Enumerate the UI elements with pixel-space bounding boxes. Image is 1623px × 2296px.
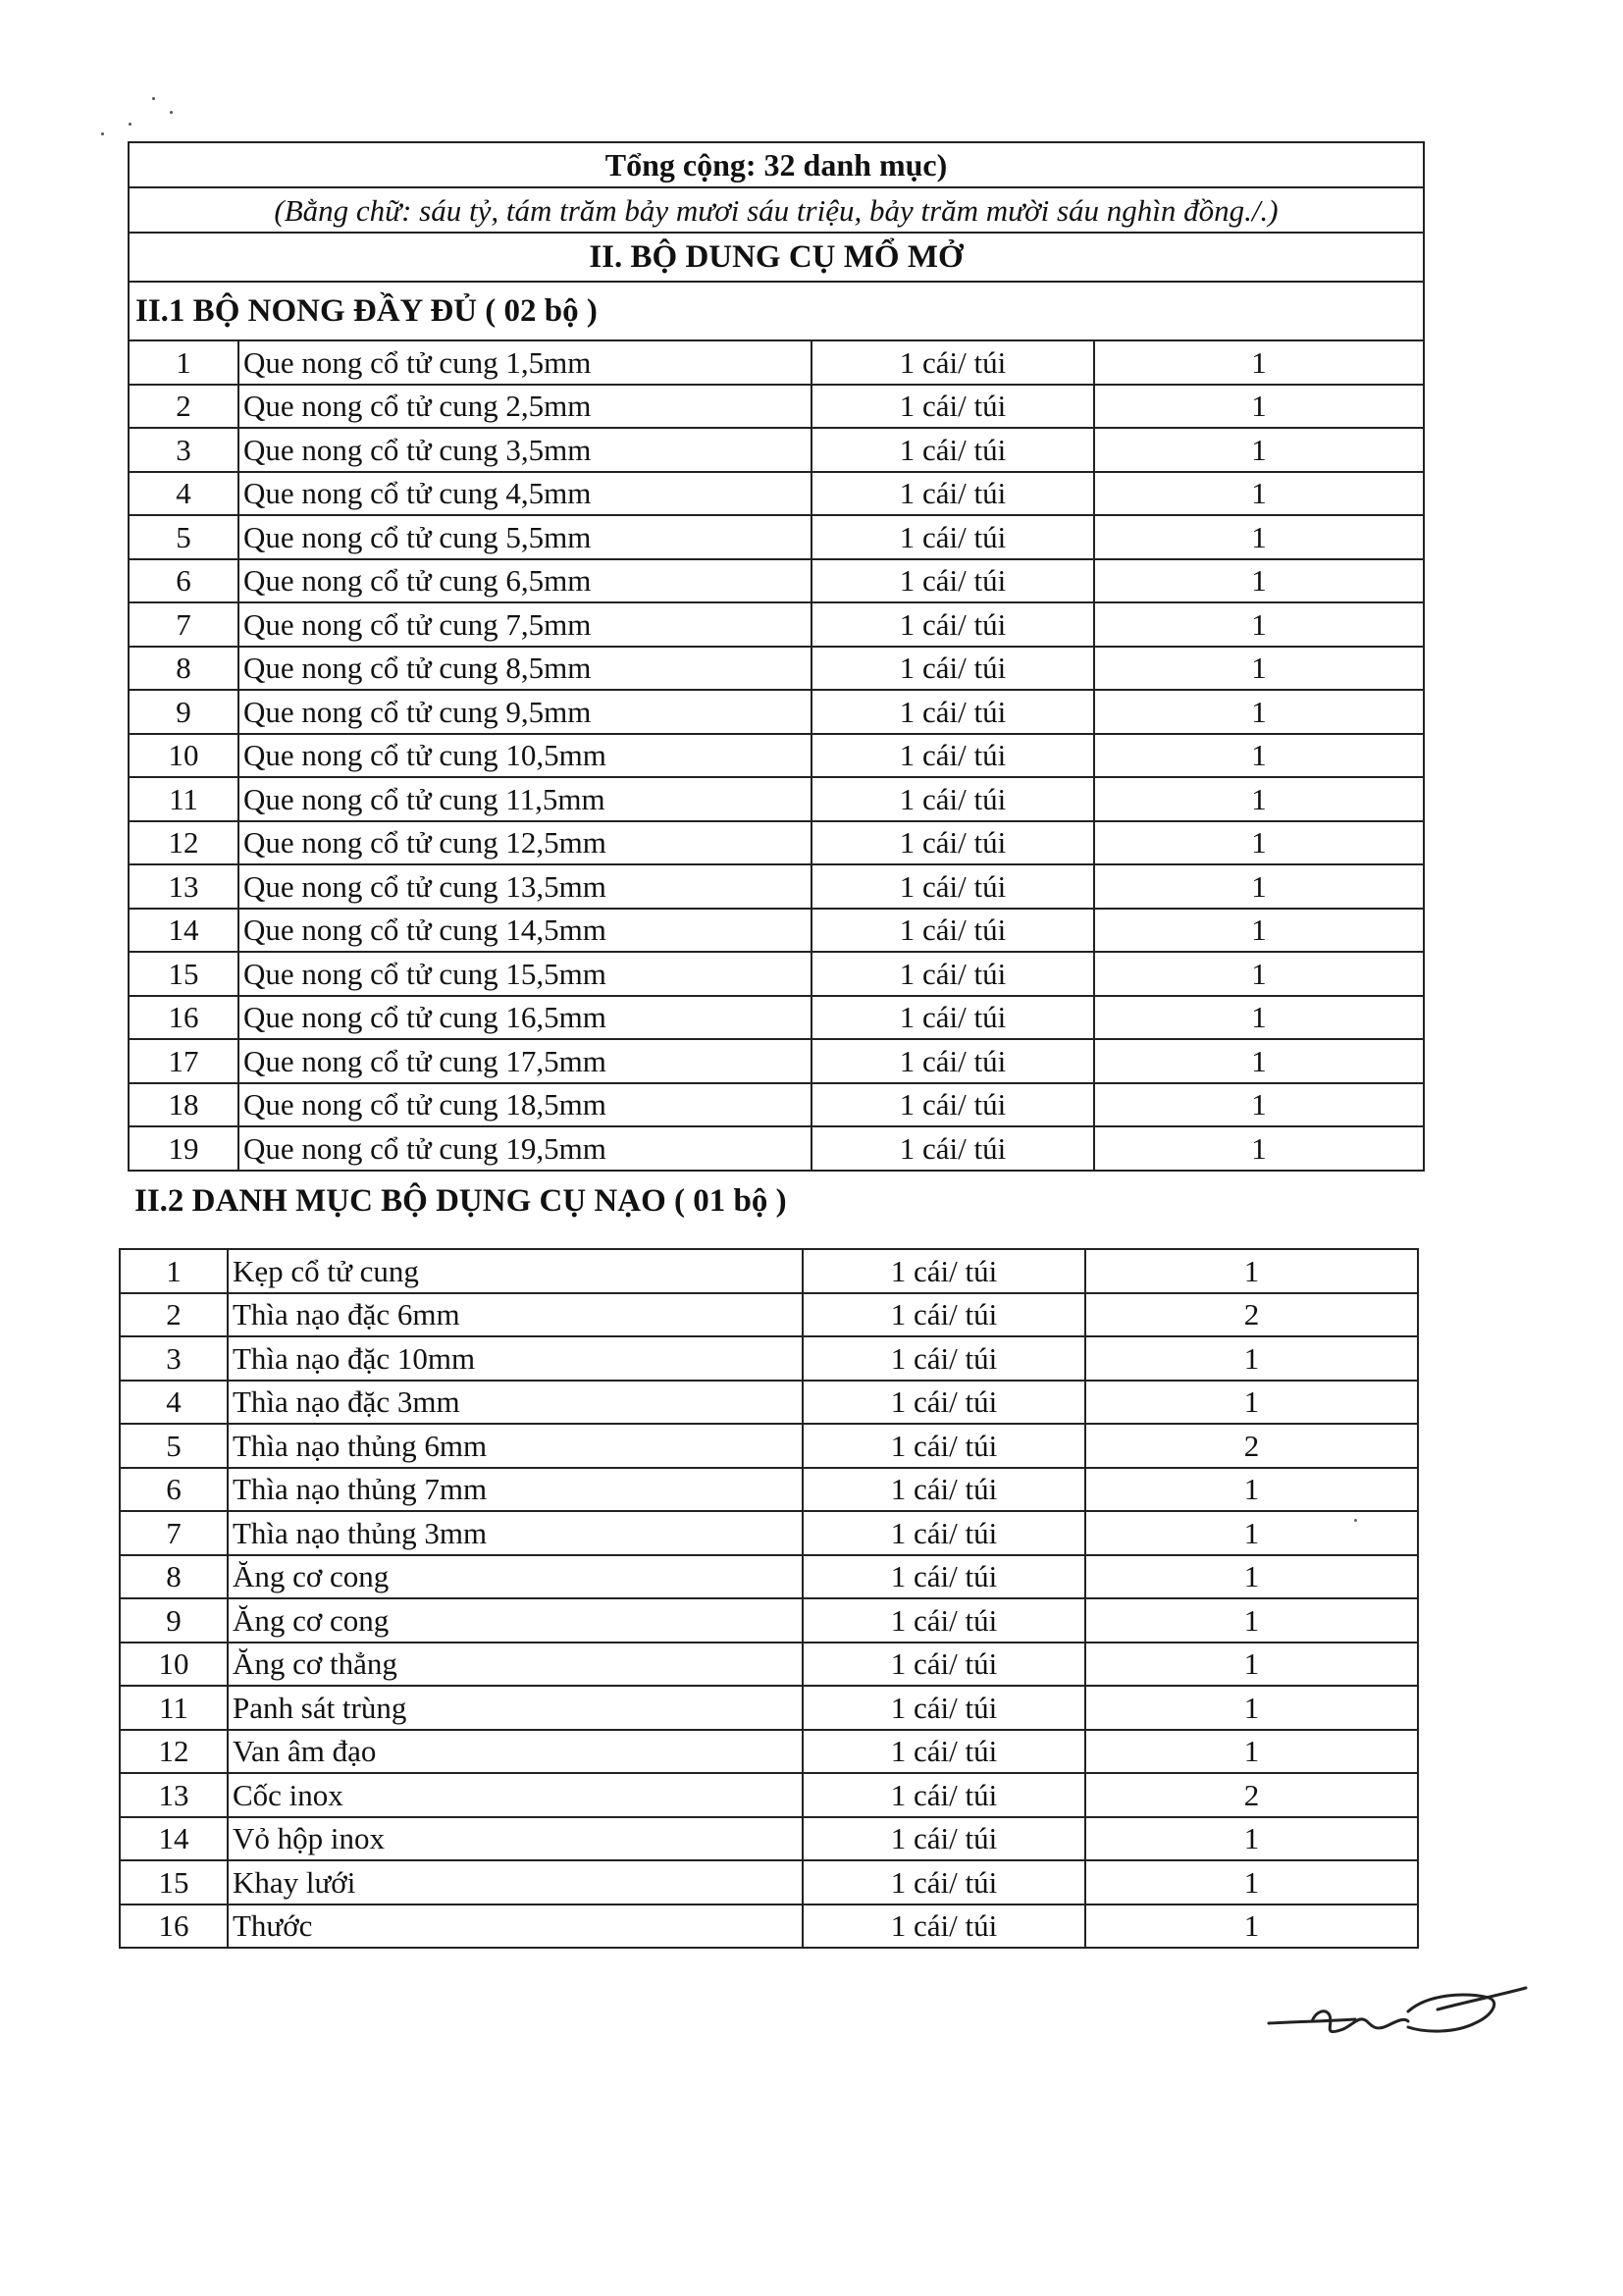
item-unit: 1 cái/ túi	[803, 1643, 1085, 1687]
table-row	[120, 1686, 1418, 1730]
item-unit: 1 cái/ túi	[812, 647, 1094, 691]
item-quantity: 1	[1085, 1468, 1418, 1512]
table-row	[120, 1468, 1418, 1512]
item-unit: 1 cái/ túi	[812, 1083, 1094, 1127]
table-row	[120, 1905, 1418, 1949]
table-row	[129, 515, 1424, 559]
item-quantity: 1	[1094, 864, 1424, 909]
item-number: 4	[129, 472, 238, 516]
item-number: 10	[129, 734, 238, 778]
item-quantity: 1	[1094, 1039, 1424, 1083]
table-row	[129, 340, 1424, 385]
item-unit: 1 cái/ túi	[812, 690, 1094, 734]
item-unit: 1 cái/ túi	[812, 734, 1094, 778]
table-row	[129, 1126, 1424, 1171]
item-name: Que nong cổ tử cung 18,5mm	[238, 1083, 812, 1127]
item-name: Que nong cổ tử cung 13,5mm	[238, 864, 812, 909]
table-row	[129, 472, 1424, 516]
item-name: Que nong cổ tử cung 7,5mm	[238, 602, 812, 647]
table-row	[120, 1424, 1418, 1468]
item-number: 7	[120, 1511, 228, 1555]
item-name: Que nong cổ tử cung 9,5mm	[238, 690, 812, 734]
item-name: Que nong cổ tử cung 16,5mm	[238, 996, 812, 1040]
item-number: 8	[129, 647, 238, 691]
item-number: 13	[120, 1773, 228, 1817]
table-row	[120, 1293, 1418, 1337]
item-unit: 1 cái/ túi	[803, 1468, 1085, 1512]
item-unit: 1 cái/ túi	[812, 996, 1094, 1040]
item-number: 7	[129, 602, 238, 647]
scan-dot	[1354, 1519, 1357, 1522]
total-label: Tổng cộng: 32 danh mục)	[129, 142, 1424, 187]
item-number: 11	[120, 1686, 228, 1730]
item-number: 19	[129, 1126, 238, 1171]
item-quantity: 1	[1094, 647, 1424, 691]
item-name: Que nong cổ tử cung 4,5mm	[238, 472, 812, 516]
subsection-title-1: II.1 BỘ NONG ĐẦY ĐỦ ( 02 bộ )	[129, 282, 1424, 340]
item-quantity: 1	[1085, 1730, 1418, 1774]
item-unit: 1 cái/ túi	[812, 385, 1094, 429]
item-unit: 1 cái/ túi	[812, 340, 1094, 385]
table-row	[120, 1860, 1418, 1905]
item-name: Que nong cổ tử cung 12,5mm	[238, 821, 812, 865]
item-number: 15	[120, 1860, 228, 1905]
item-name: Que nong cổ tử cung 1,5mm	[238, 340, 812, 385]
item-number: 6	[120, 1468, 228, 1512]
amount-in-words-row	[129, 187, 1424, 233]
table-row	[129, 734, 1424, 778]
item-unit: 1 cái/ túi	[812, 428, 1094, 472]
item-unit: 1 cái/ túi	[803, 1598, 1085, 1643]
item-name: Vỏ hộp inox	[228, 1817, 803, 1861]
item-quantity: 1	[1085, 1643, 1418, 1687]
item-name: Que nong cổ tử cung 2,5mm	[238, 385, 812, 429]
table-row	[129, 996, 1424, 1040]
item-number: 12	[129, 821, 238, 865]
item-quantity: 1	[1094, 909, 1424, 953]
item-number: 9	[120, 1598, 228, 1643]
item-number: 3	[129, 428, 238, 472]
subsection-heading-row	[129, 282, 1424, 340]
item-number: 2	[120, 1293, 228, 1337]
item-name: Thìa nạo đặc 6mm	[228, 1293, 803, 1337]
table-row	[129, 909, 1424, 953]
item-unit: 1 cái/ túi	[803, 1293, 1085, 1337]
item-unit: 1 cái/ túi	[812, 909, 1094, 953]
item-name: Khay lưới	[228, 1860, 803, 1905]
item-unit: 1 cái/ túi	[803, 1249, 1085, 1293]
item-number: 5	[120, 1424, 228, 1468]
item-quantity: 1	[1085, 1555, 1418, 1599]
item-quantity: 2	[1085, 1773, 1418, 1817]
item-number: 2	[129, 385, 238, 429]
item-quantity: 1	[1094, 690, 1424, 734]
item-unit: 1 cái/ túi	[812, 952, 1094, 996]
item-unit: 1 cái/ túi	[812, 821, 1094, 865]
item-number: 16	[129, 996, 238, 1040]
item-number: 11	[129, 777, 238, 821]
item-name: Thìa nạo thủng 3mm	[228, 1511, 803, 1555]
item-quantity: 1	[1094, 340, 1424, 385]
item-name: Ăng cơ thẳng	[228, 1643, 803, 1687]
item-quantity: 1	[1094, 428, 1424, 472]
table-row	[120, 1773, 1418, 1817]
item-number: 16	[120, 1905, 228, 1949]
items-table-part2	[119, 1248, 1419, 1949]
item-quantity: 1	[1094, 1083, 1424, 1127]
table-row	[129, 559, 1424, 603]
item-quantity: 1	[1085, 1249, 1418, 1293]
item-name: Que nong cổ tử cung 3,5mm	[238, 428, 812, 472]
table-row	[129, 1039, 1424, 1083]
table-row	[120, 1555, 1418, 1599]
item-number: 1	[120, 1249, 228, 1293]
item-name: Que nong cổ tử cung 11,5mm	[238, 777, 812, 821]
table-row	[120, 1817, 1418, 1861]
amount-in-words: (Bằng chữ: sáu tỷ, tám trăm bảy mươi sáu triệu, bảy trăm mười sáu nghìn đồng./.)	[129, 187, 1424, 233]
item-name: Que nong cổ tử cung 6,5mm	[238, 559, 812, 603]
item-name: Thìa nạo thủng 7mm	[228, 1468, 803, 1512]
item-number: 13	[129, 864, 238, 909]
item-number: 1	[129, 340, 238, 385]
item-number: 14	[129, 909, 238, 953]
item-unit: 1 cái/ túi	[803, 1860, 1085, 1905]
item-number: 10	[120, 1643, 228, 1687]
item-quantity: 1	[1094, 472, 1424, 516]
item-unit: 1 cái/ túi	[812, 1039, 1094, 1083]
item-number: 18	[129, 1083, 238, 1127]
table-row	[129, 1083, 1424, 1127]
item-quantity: 1	[1094, 515, 1424, 559]
total-row	[129, 142, 1424, 187]
item-name: Ăng cơ cong	[228, 1598, 803, 1643]
table-row	[120, 1643, 1418, 1687]
table-row	[129, 952, 1424, 996]
table-row	[129, 864, 1424, 909]
table-row	[129, 602, 1424, 647]
item-name: Kẹp cổ tử cung	[228, 1249, 803, 1293]
item-name: Que nong cổ tử cung 5,5mm	[238, 515, 812, 559]
item-name: Thìa nạo đặc 10mm	[228, 1336, 803, 1381]
item-quantity: 2	[1085, 1293, 1418, 1337]
item-name: Que nong cổ tử cung 19,5mm	[238, 1126, 812, 1171]
item-name: Van âm đạo	[228, 1730, 803, 1774]
item-quantity: 1	[1094, 602, 1424, 647]
table-row	[129, 647, 1424, 691]
item-name: Thìa nạo đặc 3mm	[228, 1381, 803, 1425]
subsection-title-2: II.2 DANH MỤC BỘ DỤNG CỤ NẠO ( 01 bộ )	[134, 1183, 787, 1219]
table-row	[120, 1381, 1418, 1425]
item-number: 12	[120, 1730, 228, 1774]
table-row	[120, 1336, 1418, 1381]
section-title: II. BỘ DUNG CỤ MỔ MỞ	[129, 233, 1424, 282]
table-row	[120, 1249, 1418, 1293]
table-row	[120, 1598, 1418, 1643]
handwritten-signature	[1261, 1972, 1536, 2051]
item-number: 3	[120, 1336, 228, 1381]
item-quantity: 1	[1094, 777, 1424, 821]
item-unit: 1 cái/ túi	[803, 1511, 1085, 1555]
table-row	[129, 428, 1424, 472]
item-name: Thìa nạo thủng 6mm	[228, 1424, 803, 1468]
item-quantity: 1	[1085, 1686, 1418, 1730]
table-row	[120, 1511, 1418, 1555]
item-quantity: 1	[1085, 1381, 1418, 1425]
item-quantity: 1	[1094, 996, 1424, 1040]
item-unit: 1 cái/ túi	[803, 1817, 1085, 1861]
item-number: 6	[129, 559, 238, 603]
item-number: 8	[120, 1555, 228, 1599]
scan-specks	[93, 93, 211, 142]
item-unit: 1 cái/ túi	[812, 559, 1094, 603]
table-row	[120, 1730, 1418, 1774]
item-unit: 1 cái/ túi	[803, 1381, 1085, 1425]
item-number: 4	[120, 1381, 228, 1425]
item-name: Que nong cổ tử cung 17,5mm	[238, 1039, 812, 1083]
item-quantity: 1	[1094, 559, 1424, 603]
item-name: Panh sát trùng	[228, 1686, 803, 1730]
item-quantity: 1	[1085, 1336, 1418, 1381]
item-unit: 1 cái/ túi	[803, 1905, 1085, 1949]
item-number: 17	[129, 1039, 238, 1083]
item-quantity: 1	[1094, 821, 1424, 865]
item-quantity: 2	[1085, 1424, 1418, 1468]
item-quantity: 1	[1085, 1905, 1418, 1949]
section-heading-row	[129, 233, 1424, 282]
item-unit: 1 cái/ túi	[803, 1424, 1085, 1468]
item-quantity: 1	[1094, 385, 1424, 429]
item-quantity: 1	[1085, 1860, 1418, 1905]
table-row	[129, 385, 1424, 429]
table-row	[129, 690, 1424, 734]
item-unit: 1 cái/ túi	[812, 602, 1094, 647]
table-row	[129, 821, 1424, 865]
item-name: Thước	[228, 1905, 803, 1949]
item-quantity: 1	[1085, 1598, 1418, 1643]
item-unit: 1 cái/ túi	[812, 472, 1094, 516]
item-unit: 1 cái/ túi	[812, 864, 1094, 909]
item-name: Cốc inox	[228, 1773, 803, 1817]
item-number: 5	[129, 515, 238, 559]
item-quantity: 1	[1094, 734, 1424, 778]
table-row	[129, 777, 1424, 821]
item-name: Que nong cổ tử cung 10,5mm	[238, 734, 812, 778]
item-unit: 1 cái/ túi	[803, 1773, 1085, 1817]
item-unit: 1 cái/ túi	[812, 777, 1094, 821]
item-name: Ăng cơ cong	[228, 1555, 803, 1599]
item-quantity: 1	[1094, 1126, 1424, 1171]
item-name: Que nong cổ tử cung 15,5mm	[238, 952, 812, 996]
item-quantity: 1	[1094, 952, 1424, 996]
item-number: 14	[120, 1817, 228, 1861]
item-quantity: 1	[1085, 1817, 1418, 1861]
item-unit: 1 cái/ túi	[803, 1555, 1085, 1599]
item-unit: 1 cái/ túi	[803, 1336, 1085, 1381]
item-number: 9	[129, 690, 238, 734]
item-unit: 1 cái/ túi	[812, 1126, 1094, 1171]
item-unit: 1 cái/ túi	[803, 1730, 1085, 1774]
items-table-part1	[128, 141, 1425, 1172]
item-name: Que nong cổ tử cung 14,5mm	[238, 909, 812, 953]
item-name: Que nong cổ tử cung 8,5mm	[238, 647, 812, 691]
item-number: 15	[129, 952, 238, 996]
item-quantity: 1	[1085, 1511, 1418, 1555]
item-unit: 1 cái/ túi	[803, 1686, 1085, 1730]
item-unit: 1 cái/ túi	[812, 515, 1094, 559]
